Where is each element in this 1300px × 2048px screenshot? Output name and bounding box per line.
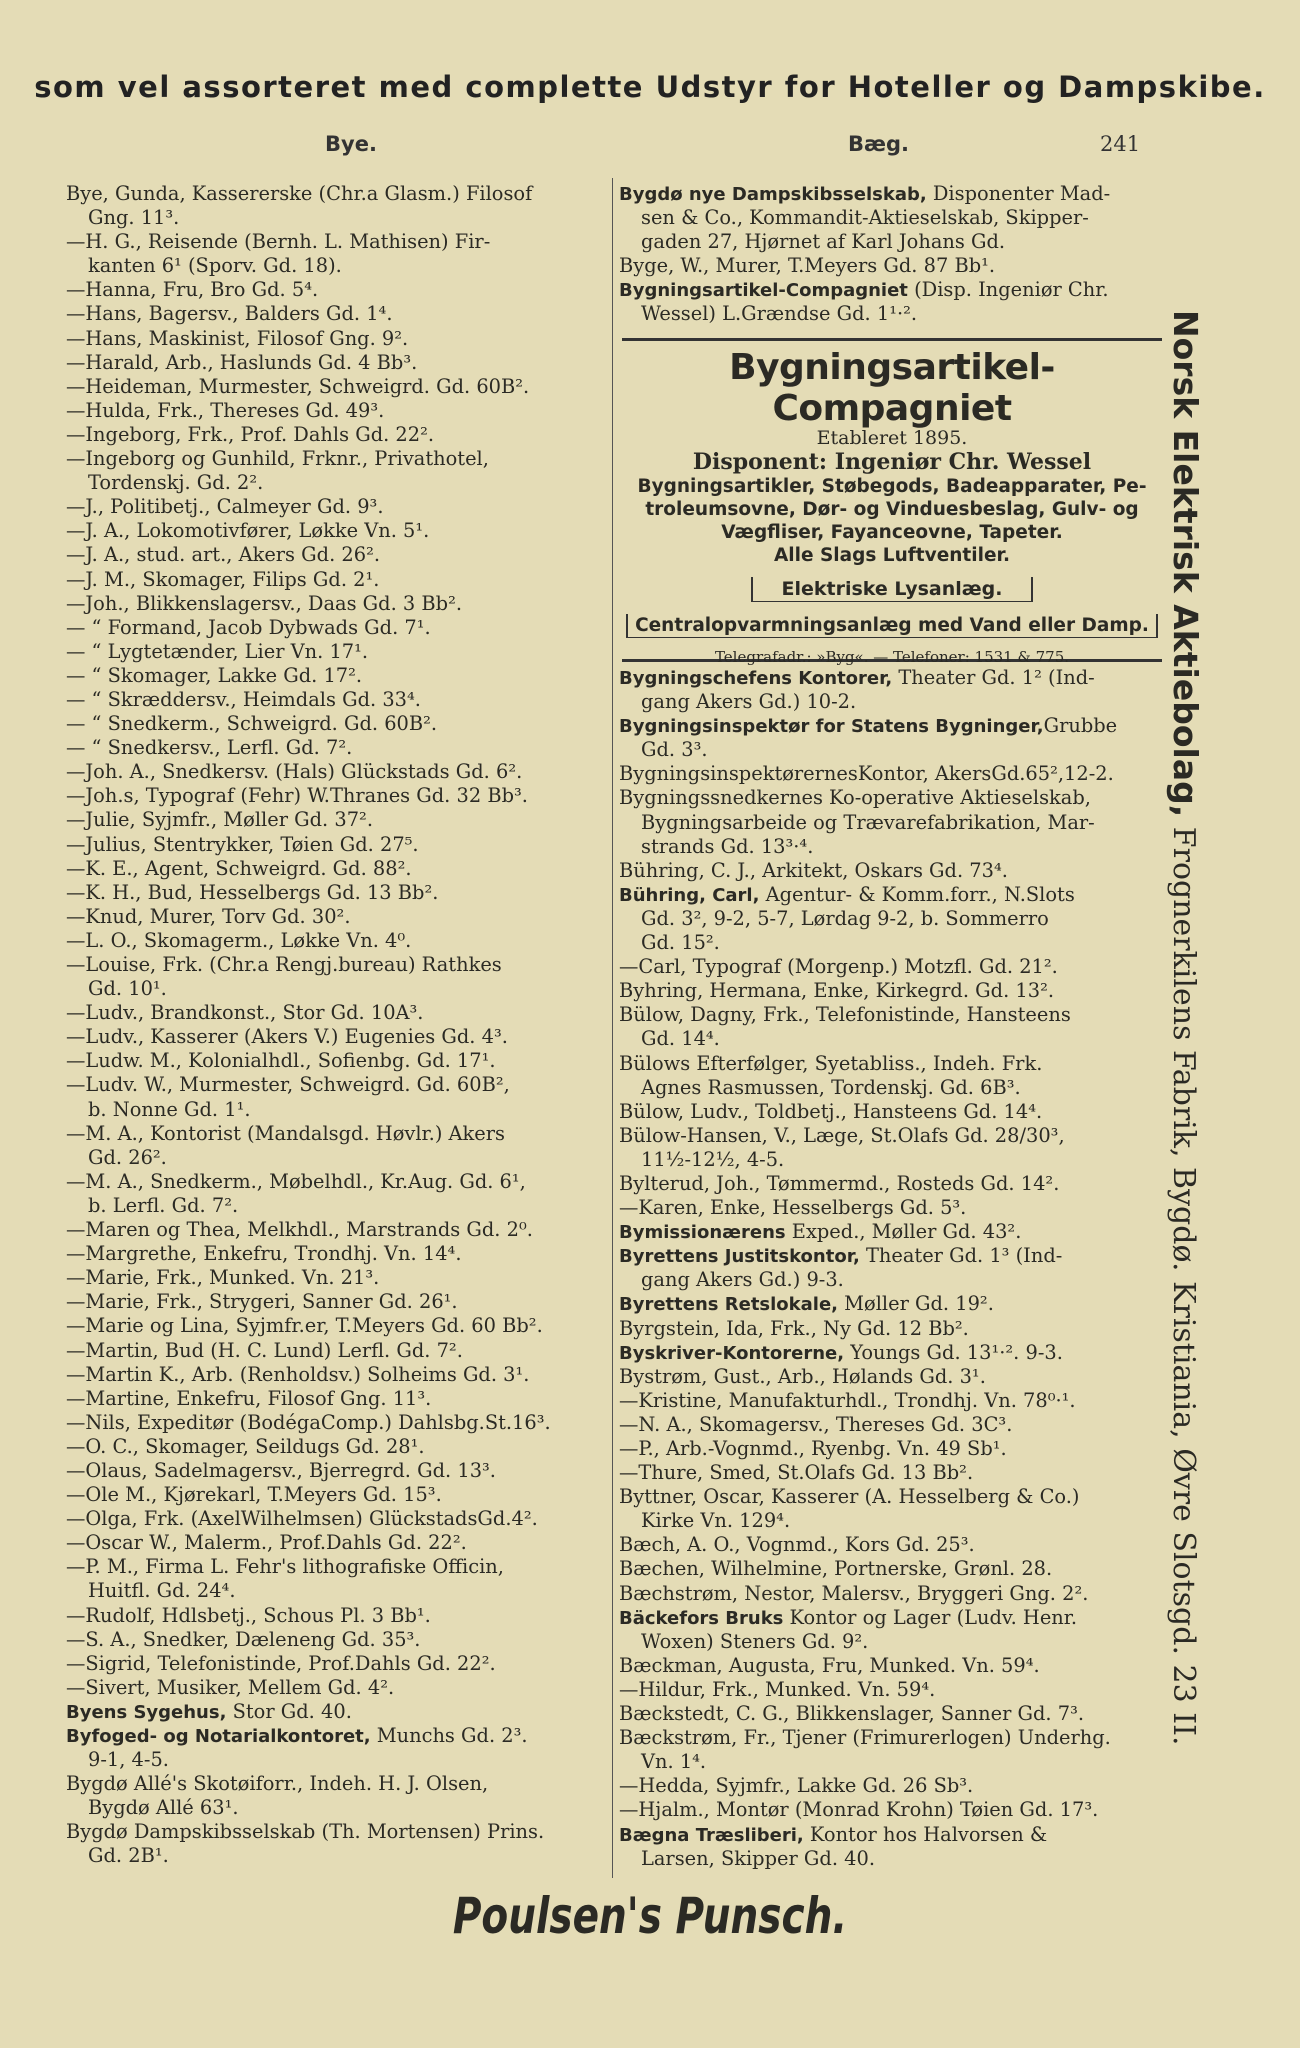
- entry-line: [66, 1604, 606, 1628]
- entry-line: [619, 690, 1159, 714]
- entry-text: —Hedda, Syjmfr., Lakke Gd. 26 Sb³.: [619, 1774, 974, 1798]
- entry-text: sen & Co., Kommandit-Aktieselskab, Skipper-: [641, 206, 1089, 230]
- entry-line: [66, 1290, 606, 1314]
- entry-line: [66, 568, 606, 592]
- entry-line: [66, 1700, 606, 1724]
- entry-text: Theater Gd. 1³ (Ind-: [859, 1244, 1063, 1268]
- entry-line: [619, 1027, 1159, 1051]
- ad-established: Etableret 1895.: [816, 427, 968, 449]
- entry-text: Gng. 11³.: [88, 206, 180, 230]
- entry-line: [66, 206, 606, 230]
- entry-line: [619, 1606, 1159, 1630]
- entry-line: [619, 1148, 1159, 1172]
- side-ad-text: Frognerkilens Fabrik, Bygdø. Kristiania, Øvre Slotsgd. 23 II.: [1166, 817, 1201, 1746]
- entry-text: —Ole M., Kjørekarl, T.Meyers Gd. 15³.: [66, 1483, 442, 1507]
- entry-line: [66, 1748, 606, 1772]
- entry-line: [619, 811, 1159, 835]
- entry-text: —Julie, Syjmfr., Møller Gd. 37².: [66, 808, 373, 832]
- banner-text: som vel assorteret med complette Udstyr for Hoteller og Dampskibe.: [34, 70, 1266, 104]
- entry-text: Bygningsarbeide og Trævarefabrikation, Mar-: [641, 810, 1095, 834]
- entry-text: — “ Snedkersv., Lerfl. Gd. 7².: [66, 736, 353, 760]
- entry-line: [619, 786, 1159, 810]
- entry-line: [619, 1582, 1159, 1606]
- entry-text: —O. C., Skomager, Seildugs Gd. 28¹.: [66, 1434, 425, 1458]
- entry-text: Bye, Gunda, Kassererske (Chr.a Glasm.) Filosof: [66, 182, 533, 205]
- entry-line: [619, 1172, 1159, 1196]
- entry-text: —Ludv., Brandkonst., Stor Gd. 10A³.: [66, 1001, 424, 1025]
- entry-line: [619, 1678, 1159, 1702]
- entry-line: [66, 375, 606, 399]
- entry-text: —Ludw. M., Kolonialhdl., Sofienbg. Gd. 17¹.: [66, 1049, 496, 1073]
- entry-text: —Joh. A., Snedkersv. (Hals) Glückstads Gd. 6².: [66, 760, 523, 784]
- entry-text: —Hildur, Frk., Munked. Vn. 59⁴.: [619, 1677, 936, 1701]
- entry-line: [619, 1654, 1159, 1678]
- entry-text: Huitfl. Gd. 24⁴.: [88, 1579, 236, 1603]
- entry-text: BygningsinspektørernesKontor, AkersGd.65²,12-2.: [619, 762, 1114, 786]
- entry-text: Gd. 3³.: [641, 738, 708, 762]
- entry-line: [66, 616, 606, 640]
- entry-bold: Byrettens Retslokale,: [619, 1294, 839, 1316]
- entry-text: —S. A., Snedker, Dæleneng Gd. 35³.: [66, 1627, 421, 1651]
- column-divider: [612, 178, 613, 1878]
- entry-text: — “ Formand, Jacob Dybwads Gd. 7¹.: [66, 615, 431, 639]
- entry-bold: Byens Sygehus,: [66, 1701, 227, 1723]
- entry-line: [66, 278, 606, 302]
- entry-line: [66, 1073, 606, 1097]
- entry-line: [619, 738, 1159, 762]
- entry-line: [619, 1823, 1159, 1847]
- entry-line: [66, 592, 606, 616]
- entry-line: [619, 1413, 1159, 1437]
- entry-text: —Julius, Stentrykker, Tøien Gd. 27⁵.: [66, 832, 419, 856]
- entry-text: —Louise, Frk. (Chr.a Rengj.bureau) Rathkes: [66, 953, 502, 976]
- entry-text: —Hulda, Frk., Thereses Gd. 49³.: [66, 398, 385, 422]
- entry-line: [619, 1389, 1159, 1413]
- entry-text: —Joh.s, Typograf (Fehr) W.Thranes Gd. 32 Bb³.: [66, 784, 528, 808]
- entry-line: [66, 1507, 606, 1531]
- entry-text: —Kristine, Manufakturhdl., Trondhj. Vn. 78⁰·¹.: [619, 1388, 1076, 1412]
- entry-line: [66, 1820, 606, 1844]
- entry-text: —Rudolf, Hdlsbetj., Schous Pl. 3 Bb¹.: [66, 1603, 431, 1627]
- entry-line: [619, 714, 1159, 738]
- entry-line: [66, 760, 606, 784]
- entry-text: —Martine, Enkefru, Filosof Gng. 11³.: [66, 1386, 432, 1410]
- entry-line: [619, 1124, 1159, 1148]
- entry-line: [619, 1630, 1159, 1654]
- entry-text: Stor Gd. 40.: [226, 1699, 352, 1723]
- entry-text: —Ludv., Kasserer (Akers V.) Eugenies Gd. 4³.: [66, 1025, 508, 1049]
- entry-line: [619, 1244, 1159, 1268]
- entry-text: Munchs Gd. 2³.: [370, 1724, 528, 1747]
- entry-line: [66, 1435, 606, 1459]
- entry-text: Wessel) L.Grændse Gd. 1¹·².: [641, 302, 918, 326]
- entry-text: Bæchen, Wilhelmine, Portnerske, Grønl. 28.: [619, 1557, 1053, 1581]
- entry-text: Bæchstrøm, Nestor, Malersv., Bryggeri Gng. 2².: [619, 1581, 1089, 1605]
- entry-text: —M. A., Kontorist (Mandalsgd. Høvlr.) Akers: [66, 1121, 506, 1145]
- left-column-header: Bye.: [325, 132, 377, 156]
- ad-telegraph: Telegrafadr.: »Byg«. — Telefoner: 1531 & 775.: [714, 648, 1070, 666]
- entry-text: — “ Skomager, Lakke Gd. 17².: [66, 663, 363, 687]
- entry-text: Vn. 1⁴.: [641, 1750, 707, 1774]
- entry-line: [66, 1170, 606, 1194]
- entry-line: [66, 977, 606, 1001]
- entry-line: [66, 1146, 606, 1170]
- entry-line: [66, 1796, 606, 1820]
- entry-line: [619, 1533, 1159, 1557]
- entry-bold: Bygdø nye Dampskibsselskab,: [619, 184, 927, 205]
- entry-text: Bæckstrøm, Fr., Tjener (Frimurerlogen) Underhg.: [619, 1726, 1111, 1750]
- entry-line: [619, 1052, 1159, 1076]
- entry-bold: Bægna Træsliberi,: [619, 1824, 804, 1846]
- entry-text: —Heideman, Murmester, Schweigrd. Gd. 60B².: [66, 374, 530, 398]
- entry-text: —Martin, Bud (H. C. Lund) Lerfl. Gd. 7².: [66, 1338, 463, 1362]
- entry-text: Bylterud, Joh., Tømmermd., Rosteds Gd. 14².: [619, 1171, 1060, 1195]
- entry-line: [66, 712, 606, 736]
- entry-line: [619, 302, 1159, 326]
- entry-line: [66, 1314, 606, 1338]
- entry-text: (Disp. Ingeniør Chr.: [907, 278, 1109, 302]
- left-column: [66, 182, 606, 1869]
- entry-text: —Hjalm., Montør (Monrad Krohn) Tøien Gd. 17³.: [619, 1798, 1099, 1822]
- entry-text: —J., Politibetj., Calmeyer Gd. 9³.: [66, 495, 384, 519]
- entry-bold: Bygningschefens Kontorer,: [619, 668, 893, 689]
- entry-text: —L. O., Skomagerm., Løkke Vn. 4⁰.: [66, 928, 412, 952]
- entry-text: Gd. 15².: [641, 931, 720, 955]
- entry-line: [619, 1847, 1159, 1871]
- entry-text: Gd. 26².: [88, 1145, 167, 1169]
- entry-text: —M. A., Snedkerm., Møbelhdl., Kr.Aug. Gd. 6¹,: [66, 1169, 526, 1193]
- entry-line: [66, 953, 606, 977]
- entry-text: Bygdø Allé's Skotøiforr., Indeh. H. J. Olsen,: [66, 1772, 489, 1796]
- entry-line: [66, 1122, 606, 1146]
- entry-text: — “ Snedkerm., Schweigrd. Gd. 60B².: [66, 712, 438, 736]
- entry-text: Bülow, Ludv., Toldbetj., Hansteens Gd. 14⁴.: [619, 1099, 1043, 1123]
- entry-line: [66, 1363, 606, 1387]
- entry-line: [619, 278, 1159, 302]
- entry-text: —K. E., Agent, Schweigrd. Gd. 88².: [66, 856, 412, 880]
- ad-box-heating: Centralopvarmningsanlæg med Vand eller Damp.: [626, 614, 1158, 638]
- entry-bold: Byrettens Justitskontor,: [619, 1246, 860, 1268]
- entry-line: [619, 1365, 1159, 1389]
- entry-line: [619, 931, 1159, 955]
- entry-text: —Carl, Typograf (Morgenp.) Motzfl. Gd. 21².: [619, 955, 1058, 979]
- entry-line: [619, 859, 1159, 883]
- entry-text: Byttner, Oscar, Kasserer (A. Hesselberg & Co.): [619, 1485, 1080, 1509]
- entry-line: [66, 471, 606, 495]
- entry-line: [66, 1049, 606, 1073]
- entry-text: —K. H., Bud, Hesselbergs Gd. 13 Bb².: [66, 880, 439, 904]
- entry-line: [66, 688, 606, 712]
- entry-text: —Marie, Frk., Munked. Vn. 21³.: [66, 1266, 380, 1290]
- entry-text: —H. G., Reisende (Bernh. L. Mathisen) Fir-: [66, 230, 491, 254]
- entry-text: Theater Gd. 1² (Ind-: [892, 666, 1095, 689]
- entry-text: —Thure, Smed, St.Olafs Gd. 13 Bb².: [619, 1461, 974, 1485]
- entry-text: Woxen) Steners Gd. 9².: [641, 1629, 869, 1653]
- right-column-header: Bæg.: [848, 132, 910, 156]
- entry-text: —Hanna, Fru, Bro Gd. 5⁴.: [66, 278, 319, 302]
- entry-text: Kontor og Lager (Ludv. Henr.: [783, 1605, 1078, 1629]
- entry-text: b. Lerfl. Gd. 7².: [88, 1193, 239, 1217]
- entry-text: Møller Gd. 19².: [838, 1292, 994, 1316]
- entry-text: Bæch, A. O., Vognmd., Kors Gd. 25³.: [619, 1533, 975, 1557]
- entry-line: [66, 1411, 606, 1435]
- entry-bold: Byfoged- og Notarialkontoret,: [66, 1726, 371, 1747]
- entry-line: [66, 1724, 606, 1748]
- entry-line: [66, 1483, 606, 1507]
- entry-text: —Karen, Enke, Hesselbergs Gd. 5³.: [619, 1196, 967, 1220]
- entry-text: —N. A., Skomagersv., Thereses Gd. 3C³.: [619, 1412, 1013, 1436]
- entry-line: [619, 1317, 1159, 1341]
- entry-text: Bülow, Dagny, Frk., Telefonistinde, Hansteens: [619, 1003, 1071, 1027]
- entry-text: Bygningssnedkernes Ko-operative Aktieselskab,: [619, 786, 1091, 810]
- entry-line: [66, 1652, 606, 1676]
- entry-text: Gd. 3², 9-2, 5-7, Lørdag 9-2, b. Sommerro: [641, 906, 1049, 930]
- entry-text: Gd. 14⁴.: [641, 1027, 720, 1051]
- entry-text: —Marie, Frk., Strygeri, Sanner Gd. 26¹.: [66, 1290, 458, 1314]
- entry-line: [66, 1772, 606, 1796]
- entry-text: Agentur- & Komm.forr., N.Slots: [759, 882, 1075, 906]
- side-ad-bold: Norsk Elektrisk Aktiebolag,: [1166, 310, 1205, 818]
- entry-text: Bühring, C. J., Arkitekt, Oskars Gd. 73⁴.: [619, 858, 1008, 882]
- entry-text: 9-1, 4-5.: [88, 1748, 169, 1772]
- entry-line: [66, 1242, 606, 1266]
- entry-line: [66, 254, 606, 278]
- entry-text: Kirke Vn. 129⁴.: [641, 1509, 791, 1533]
- entry-text: Byrgstein, Ida, Frk., Ny Gd. 12 Bb².: [619, 1316, 969, 1340]
- entry-line: [619, 1726, 1159, 1750]
- entry-line: [619, 1003, 1159, 1027]
- entry-line: [619, 182, 1159, 206]
- entry-text: —Nils, Expeditør (BodégaComp.) Dahlsbg.St.16³.: [66, 1410, 551, 1434]
- entry-line: [66, 1676, 606, 1700]
- entry-line: [619, 666, 1159, 690]
- entry-text: Bygdø Allé 63¹.: [88, 1796, 239, 1820]
- entry-line: [619, 230, 1159, 254]
- entry-text: —Sivert, Musiker, Mellem Gd. 4².: [66, 1675, 395, 1699]
- right-column-top: [619, 182, 1159, 327]
- entry-line: [66, 327, 606, 351]
- entry-line: [619, 1076, 1159, 1100]
- entry-text: kanten 6¹ (Sporv. Gd. 18).: [88, 254, 342, 278]
- entry-text: Bülows Efterfølger, Syetabliss., Indeh. Frk.: [619, 1051, 1043, 1075]
- page-number: 241: [1100, 132, 1141, 156]
- ad-box-lighting: Elektriske Lysanlæg.: [751, 577, 1032, 602]
- entry-line: [66, 1531, 606, 1555]
- entry-line: [619, 762, 1159, 786]
- ad-title: Bygningsartikel-Compagniet: [729, 347, 1055, 429]
- entry-text: Bæckman, Augusta, Fru, Munked. Vn. 59⁴.: [619, 1653, 1040, 1677]
- entry-line: [619, 979, 1159, 1003]
- entry-line: [66, 495, 606, 519]
- entry-text: —Harald, Arb., Haslunds Gd. 4 Bb³.: [66, 350, 418, 374]
- entry-line: [66, 519, 606, 543]
- entry-text: —J. M., Skomager, Filips Gd. 2¹.: [66, 567, 380, 591]
- entry-text: —Olga, Frk. (AxelWilhelmsen) GlückstadsGd.4².: [66, 1507, 538, 1531]
- entry-line: [619, 883, 1159, 907]
- entry-line: [66, 1194, 606, 1218]
- entry-text: Kontor hos Halvorsen &: [803, 1822, 1048, 1846]
- entry-text: — “ Skræddersv., Heimdals Gd. 33⁴.: [66, 687, 421, 711]
- entry-line: [66, 784, 606, 808]
- entry-text: Gd. 10¹.: [88, 977, 167, 1001]
- entry-line: [619, 1437, 1159, 1461]
- entry-line: [66, 1555, 606, 1579]
- entry-line: [66, 1579, 606, 1603]
- footer-advert: Poulsen's Punsch.: [452, 1887, 848, 1945]
- entry-text: —Oscar W., Malerm., Prof.Dahls Gd. 22².: [66, 1531, 467, 1555]
- entry-line: [66, 1266, 606, 1290]
- entry-text: Byhring, Hermana, Enke, Kirkegrd. Gd. 13².: [619, 979, 1055, 1003]
- entry-text: gang Akers Gd.) 9-3.: [641, 1268, 844, 1292]
- advertisement: [622, 338, 1162, 666]
- entry-line: [619, 1341, 1159, 1365]
- entry-text: Bystrøm, Gust., Arb., Hølands Gd. 3¹.: [619, 1364, 986, 1388]
- entry-line: [66, 881, 606, 905]
- entry-line: [619, 1798, 1159, 1822]
- entry-text: Tordenskj. Gd. 2².: [88, 471, 264, 495]
- entry-line: [619, 907, 1159, 931]
- entry-line: [619, 1485, 1159, 1509]
- entry-text: —P. M., Firma L. Fehr's lithografiske Officin,: [66, 1555, 504, 1579]
- entry-line: [66, 640, 606, 664]
- entry-line: [66, 905, 606, 929]
- entry-line: [619, 1509, 1159, 1533]
- entry-line: [66, 808, 606, 832]
- entry-line: [619, 955, 1159, 979]
- ad-products-4: Alle Slags Luftventiler.: [773, 545, 1011, 566]
- entry-line: [66, 1001, 606, 1025]
- entry-line: [619, 1702, 1159, 1726]
- ad-products-1: Bygningsartikler, Støbegods, Badeapparater, Pe-: [637, 476, 1147, 497]
- entry-text: — “ Lygtetænder, Lier Vn. 17¹.: [66, 639, 369, 663]
- entry-line: [66, 351, 606, 375]
- entry-line: [66, 1098, 606, 1122]
- entry-text: —J. A., Lokomotivfører, Løkke Vn. 5¹.: [66, 519, 430, 543]
- entry-text: —Ludv. W., Murmester, Schweigrd. Gd. 60B²,: [66, 1073, 510, 1097]
- entry-bold: Bühring, Carl,: [619, 884, 760, 906]
- entry-bold: Bäckefors Bruks: [619, 1607, 784, 1629]
- entry-text: gang Akers Gd.) 10-2.: [641, 690, 857, 714]
- entry-line: [66, 833, 606, 857]
- entry-text: Bæckstedt, C. G., Blikkenslager, Sanner Gd. 7³.: [619, 1702, 1085, 1726]
- entry-line: [619, 1774, 1159, 1798]
- entry-line: [66, 399, 606, 423]
- entry-line: [619, 1220, 1159, 1244]
- entry-text: —Marie og Lina, Syjmfr.er, T.Meyers Gd. 60 Bb².: [66, 1314, 543, 1338]
- entry-text: —J. A., stud. art., Akers Gd. 26².: [66, 543, 381, 567]
- entry-text: Grubbe: [1043, 714, 1118, 738]
- entry-line: [66, 736, 606, 760]
- entry-line: [66, 302, 606, 326]
- entry-line: [66, 447, 606, 471]
- entry-text: Byge, W., Murer, T.Meyers Gd. 87 Bb¹.: [619, 254, 996, 278]
- entry-bold: Bymissionærens: [619, 1222, 786, 1244]
- entry-line: [619, 254, 1159, 278]
- entry-text: —Martin K., Arb. (Renholdsv.) Solheims Gd. 3¹.: [66, 1362, 530, 1386]
- entry-line: [66, 929, 606, 953]
- entry-line: [619, 1268, 1159, 1292]
- entry-line: [619, 1292, 1159, 1316]
- entry-text: —Margrethe, Enkefru, Trondhj. Vn. 14⁴.: [66, 1242, 462, 1266]
- ad-products-3: Vægfliser, Fayanceovne, Tapeter.: [721, 522, 1063, 543]
- entry-line: [66, 857, 606, 881]
- entry-line: [619, 1461, 1159, 1485]
- entry-line: [66, 182, 606, 206]
- entry-text: —Ingeborg, Frk., Prof. Dahls Gd. 22².: [66, 422, 435, 446]
- side-advertisement: [1160, 310, 1220, 1860]
- entry-text: Exped., Møller Gd. 43².: [785, 1220, 1022, 1244]
- entry-line: [66, 543, 606, 567]
- ad-director: Disponent: Ingeniør Chr. Wessel: [692, 449, 1092, 475]
- entry-text: gaden 27, Hjørnet af Karl Johans Gd.: [641, 230, 1006, 254]
- entry-text: —Joh., Blikkenslagersv., Daas Gd. 3 Bb².: [66, 591, 463, 615]
- entry-line: [66, 1628, 606, 1652]
- entry-line: [619, 1100, 1159, 1124]
- entry-line: [66, 664, 606, 688]
- entry-text: —Knud, Murer, Torv Gd. 30².: [66, 904, 351, 928]
- entry-text: Agnes Rasmussen, Tordenskj. Gd. 6B³.: [641, 1075, 1021, 1099]
- entry-line: [619, 206, 1159, 230]
- entry-line: [619, 1750, 1159, 1774]
- entry-text: —Ingeborg og Gunhild, Frknr., Privathotel,: [66, 447, 489, 471]
- entry-text: —Sigrid, Telefonistinde, Prof.Dahls Gd. 22².: [66, 1651, 496, 1675]
- ad-products-2: troleumsovne, Dør- og Vinduesbeslag, Gulv- og: [645, 499, 1139, 520]
- entry-line: [66, 1339, 606, 1363]
- entry-text: —Olaus, Sadelmagersv., Bjerregrd. Gd. 13³.: [66, 1458, 496, 1482]
- entry-text: —Hans, Bagersv., Balders Gd. 1⁴.: [66, 302, 393, 326]
- entry-line: [66, 1387, 606, 1411]
- entry-text: —P., Arb.-Vognmd., Ryenbg. Vn. 49 Sb¹.: [619, 1437, 1007, 1460]
- entry-line: [66, 230, 606, 254]
- entry-text: 11½-12½, 4-5.: [641, 1147, 785, 1171]
- entry-text: Disponenter Mad-: [926, 182, 1111, 205]
- entry-line: [66, 1025, 606, 1049]
- entry-line: [66, 1218, 606, 1242]
- entry-text: Youngs Gd. 13¹·². 9-3.: [844, 1340, 1063, 1364]
- entry-line: [66, 1844, 606, 1868]
- entry-text: —Maren og Thea, Melkhdl., Marstrands Gd. 2⁰.: [66, 1218, 533, 1242]
- entry-line: [66, 1459, 606, 1483]
- entry-text: b. Nonne Gd. 1¹.: [88, 1097, 251, 1121]
- entry-text: Bygdø Dampskibsselskab (Th. Mortensen) Prins.: [66, 1820, 545, 1844]
- entry-text: Bülow-Hansen, V., Læge, St.Olafs Gd. 28/30³,: [619, 1123, 1065, 1147]
- entry-text: Gd. 2B¹.: [88, 1844, 169, 1868]
- entry-line: [619, 1196, 1159, 1220]
- entry-bold: Bygningsartikel-Compagniet: [619, 280, 908, 302]
- entry-line: [619, 1557, 1159, 1581]
- entry-bold: Byskriver-Kontorerne,: [619, 1342, 845, 1364]
- entry-text: strands Gd. 13³·⁴.: [641, 834, 814, 858]
- entry-text: Larsen, Skipper Gd. 40.: [641, 1846, 875, 1870]
- entry-text: —Hans, Maskinist, Filosof Gng. 9².: [66, 326, 409, 350]
- entry-bold: Bygningsinspektør for Statens Bygninger,: [619, 716, 1044, 738]
- right-column-bottom: [619, 666, 1159, 1871]
- entry-line: [66, 423, 606, 447]
- entry-line: [619, 835, 1159, 859]
